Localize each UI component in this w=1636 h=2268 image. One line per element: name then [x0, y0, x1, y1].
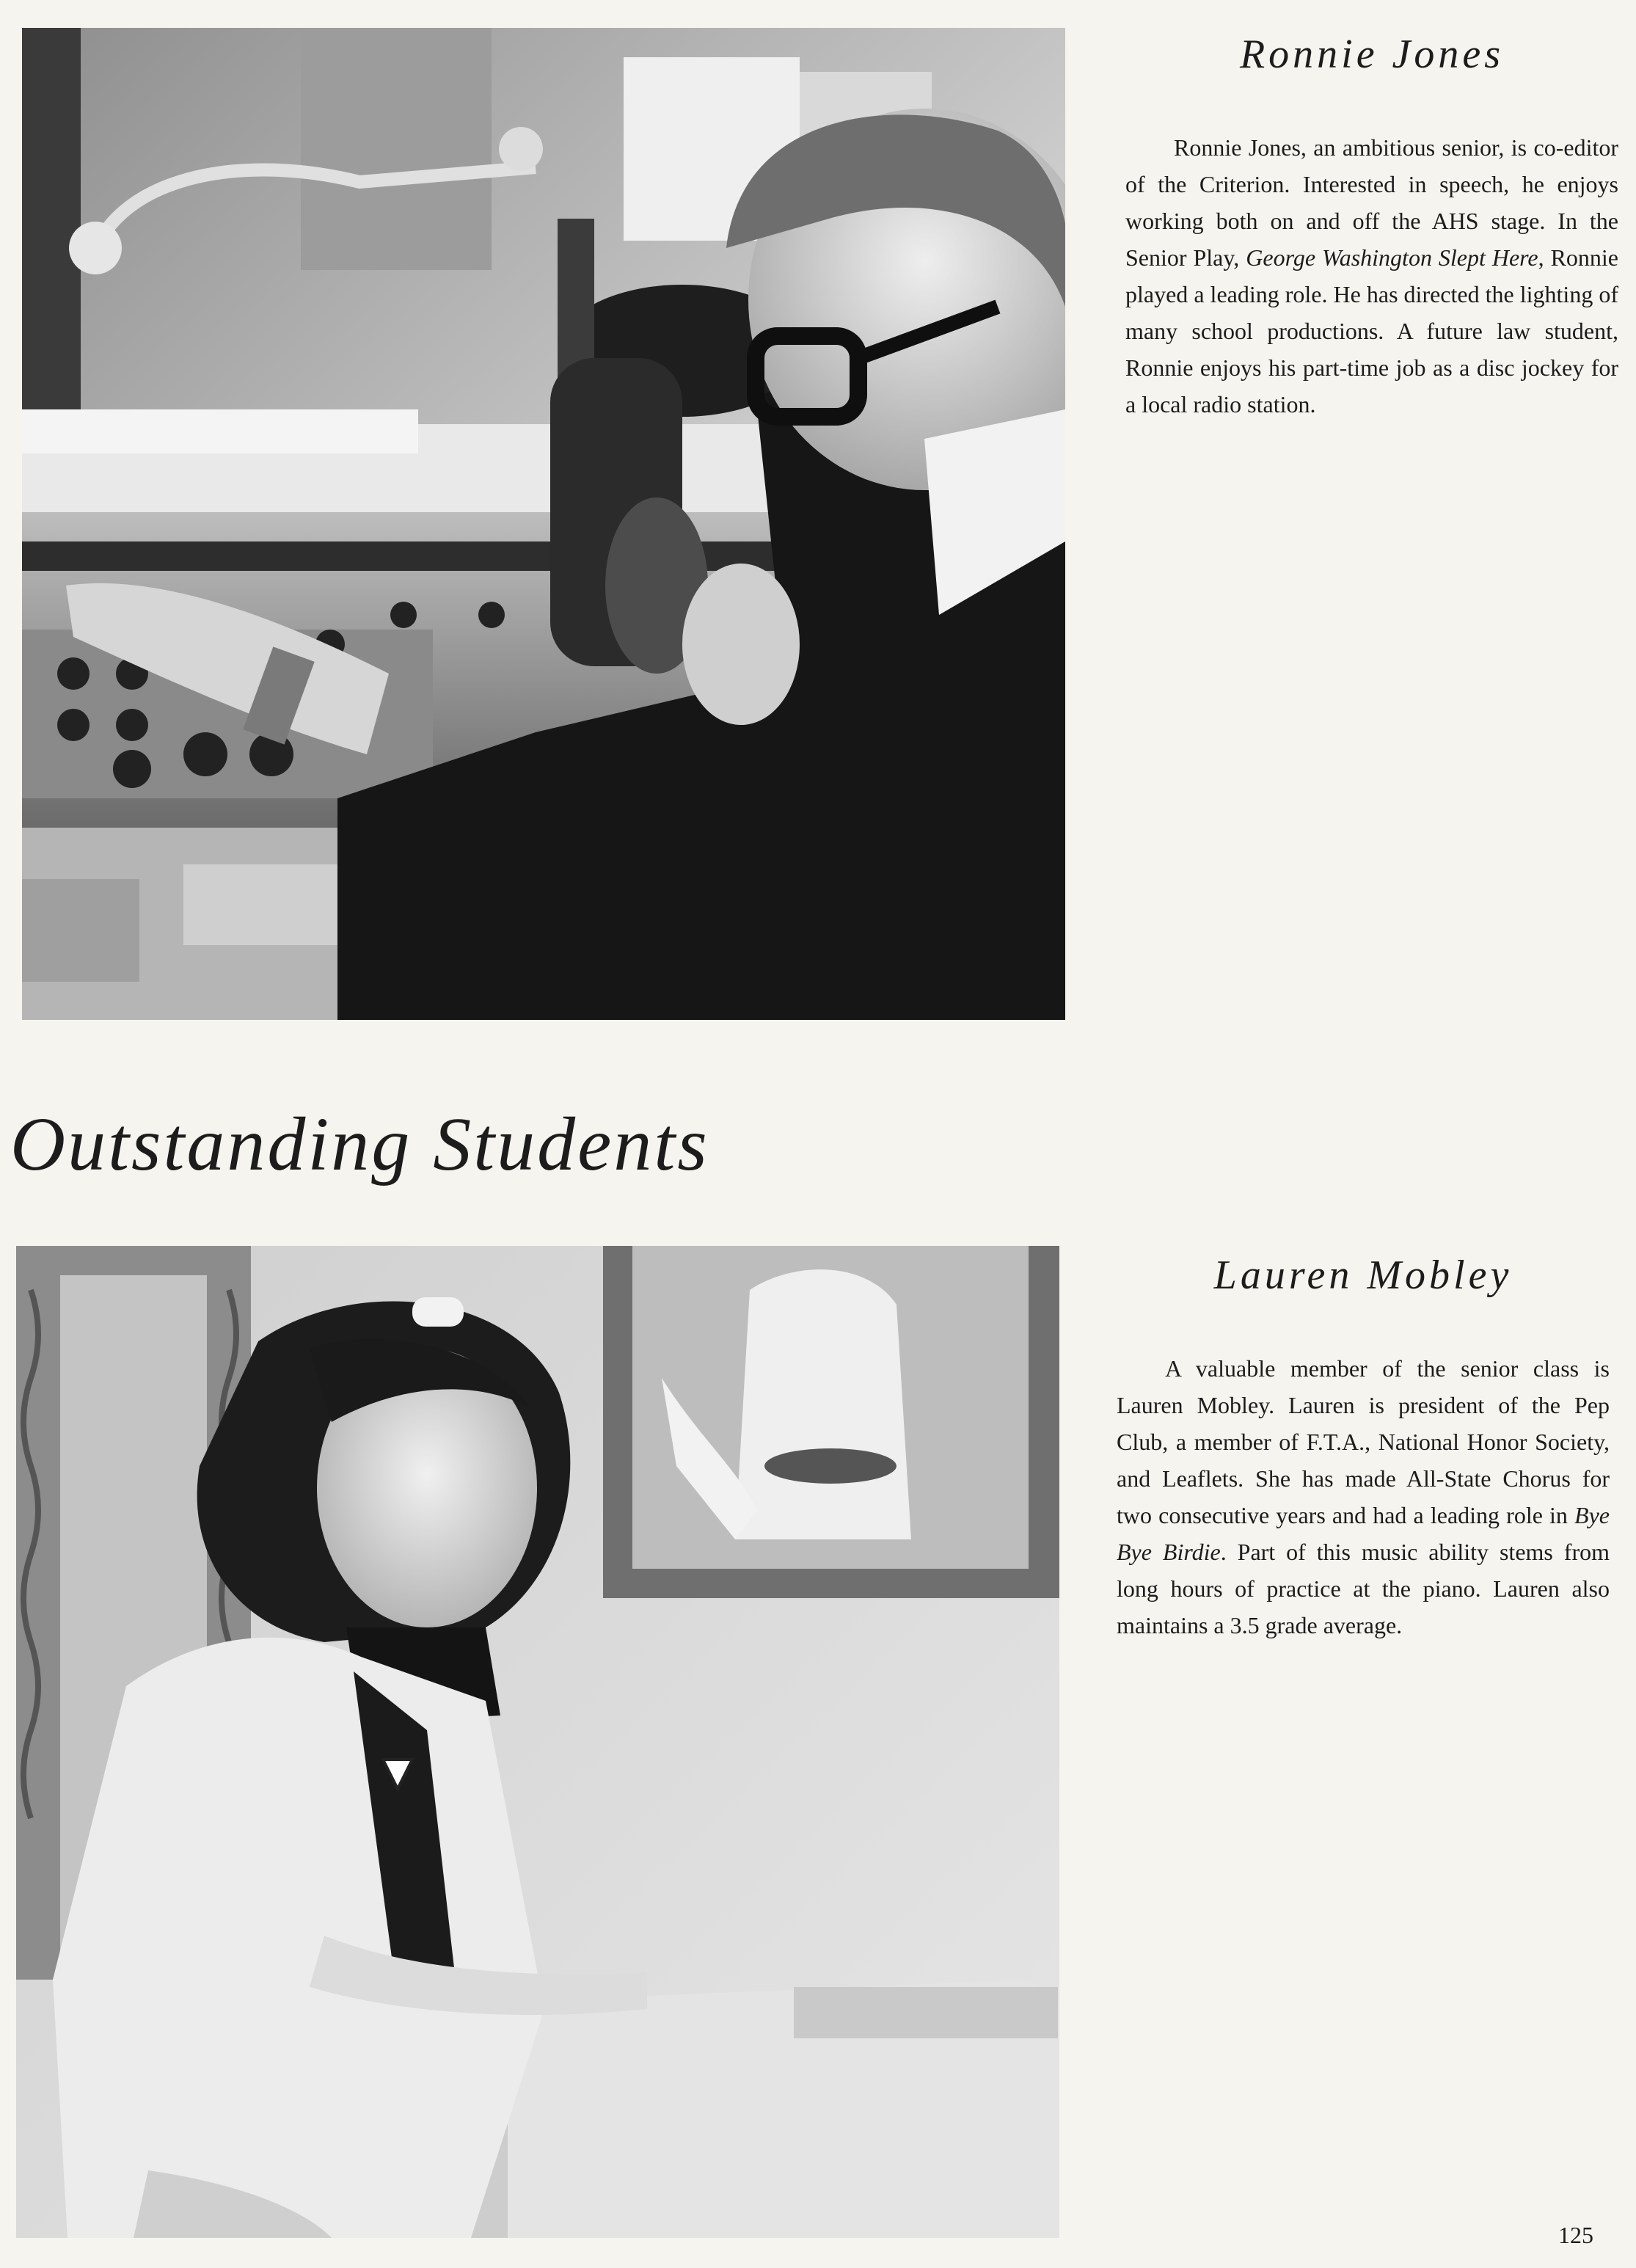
photo-ronnie-jones-image: [22, 28, 1065, 1020]
profile-ronnie-jones: [1125, 25, 1618, 423]
play-title: George Washington Slept Here: [1246, 244, 1538, 271]
profile-description: [1125, 129, 1618, 423]
profile-description-text: , Ronnie played a leading role. He has directed the lighting of many school productions. A future law student, Ronnie enjoys his part-time job as a disc jockey for a local radio station.: [1125, 244, 1619, 417]
profile-description-text: . Part of this music ability stems from long hours of practice at the piano. Lauren also maintains a 3.5 grade average.: [1117, 1539, 1610, 1638]
profile-description-text: A valuable member of the senior class is Lauren Mobley. Lauren is president of the Pep Club, a member of F.T.A., National Honor Society, and Leaflets. She has made All-State Chorus for two consecutive years and had a leading role in: [1117, 1355, 1610, 1528]
profile-lauren-mobley: [1117, 1246, 1610, 1644]
profile-description: [1117, 1350, 1610, 1644]
photo-ronnie-jones: [22, 28, 1065, 1020]
page-number: 125: [1558, 2222, 1593, 2248]
profile-name: Ronnie Jones: [1239, 32, 1505, 77]
profile-name: Lauren Mobley: [1213, 1252, 1513, 1298]
photo-lauren-mobley-image: [16, 1246, 1059, 2238]
section-title: Outstanding Students: [10, 1102, 709, 1186]
photo-lauren-mobley: [16, 1246, 1059, 2238]
profile-description-text: Ronnie Jones, an ambitious senior, is co-editor of the Criterion. Interested in speech, he enjoys working both on and off the AHS stage. In the Senior Play,: [1125, 134, 1618, 271]
musical-title: Bye Bye Birdie: [1117, 1502, 1610, 1565]
